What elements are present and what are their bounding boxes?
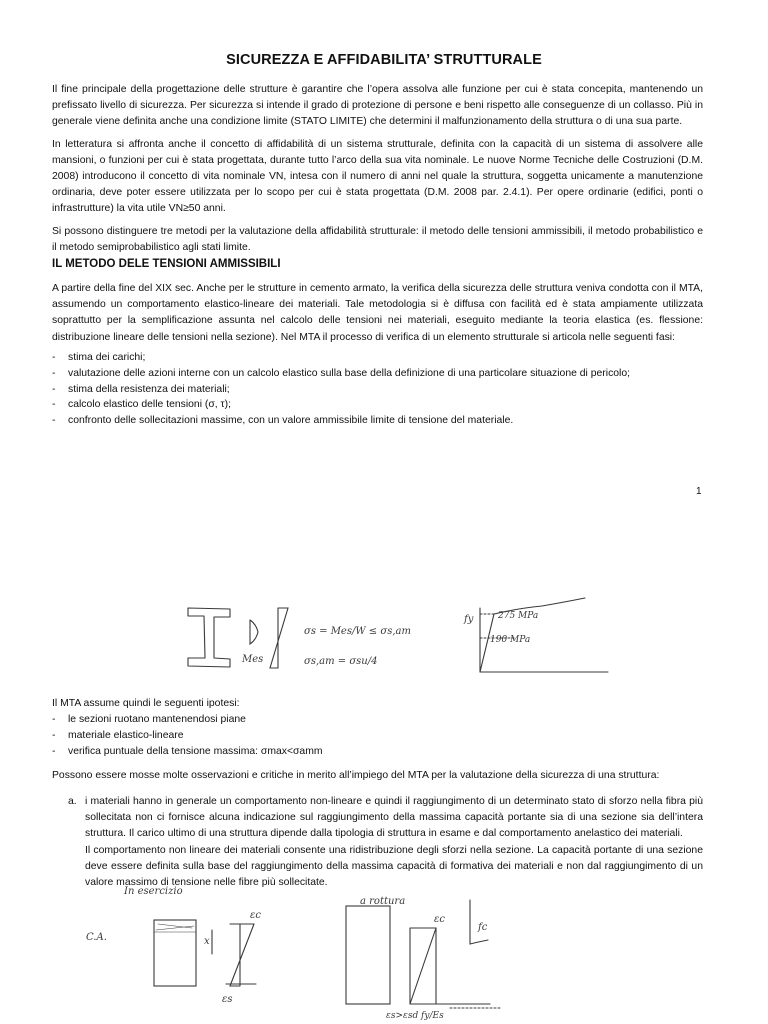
section-rectangle-rottura xyxy=(346,906,390,1004)
label-esercizio: In esercizio xyxy=(124,886,183,897)
section-rectangle-esercizio xyxy=(154,920,196,986)
phases-list xyxy=(52,350,703,429)
strain-diagram-esercizio xyxy=(226,924,256,986)
section-paragraph: A partire della fine del XIX sec. Anche per le strutture in cemento armato, la verifica della sicurezza delle struttura veniva condotta con il MTA, assumendo un comportamento elastico-lineare dei materiali. Tale metodologia si è diffusa con facilità ed è stata ampiamente utilizzata soprattutto per la semplificazione assunta nel calcolo delle tensioni nei materiali, eseguito mediante la teoria elastica (es. flessione: distribuzione lineare delle tensioni nella sezione). Nel MTA il processo di verifica di un elemento strutturale si articola nelle seguenti fasi: xyxy=(52,283,703,343)
formula-2: σs,am = σsu/4 xyxy=(304,656,378,667)
point-a-paragraph-1: i materiali hanno in generale un comportamento non-lineare e quindi il raggiungimento di un determinato stato di sforzo nella fibra più sollecitata non ci fornisce alcuna indicazione sul raggiungimento della massima capacità portante sia di una sezione sia dell’intera struttura. Il carico ultimo di una struttura dipende dalla tipologia di struttura in esame e dal comportamento anelastico dei materiali. xyxy=(85,796,703,840)
page-number: 1 xyxy=(696,486,702,497)
label-ec-1: εc xyxy=(250,910,261,921)
label-ca: C.A. xyxy=(86,932,107,943)
strain-diagram-rottura xyxy=(410,928,490,1004)
list-item: - materiale elastico-lineare xyxy=(52,728,703,744)
section-heading: IL METODO DELE TENSIONI AMMISSIBILI xyxy=(52,258,281,270)
label-fy: fy xyxy=(464,614,474,625)
ca-section-sketch xyxy=(80,884,540,1024)
label-275: 275 MPa xyxy=(498,611,539,621)
point-a-marker: a. xyxy=(68,796,77,807)
intro-paragraph-3: Si possono distinguere tre metodi per la valutazione della affidabilità strutturale: il metodo delle tensioni ammissibili, il metodo probabilistico e il metodo semiprobabilistico agli stati limite. xyxy=(52,225,703,253)
list-item: - stima dei carichi; xyxy=(52,350,703,366)
hypotheses-list xyxy=(52,712,703,759)
intro-paragraph-2: In letteratura si affronta anche il concetto di affidabilità di un sistema strutturale, definita con la capacità di un sistema di assolvere alle mansioni, o funzioni per cui è stata progettata, durante tutto l’arco della sua vita nominale. Le nuove Norme Tecniche delle Costruzioni (D.M. 2008) introducono il concetto di vita nominale VN, intesa con il numero di anni nel quale la struttura, soggetta unicamente a manutenzione ordinaria, deve poter essere utilizzata per lo scopo per cui è stata progettata (D.M. 2008 par. 2.4.1). Per opere ordinarie (edifici, ponti o infrastrutture) la vita utile VN≥50 anni. xyxy=(52,138,703,215)
list-item: - le sezioni ruotano mantenendosi piane xyxy=(52,712,703,728)
formula-1: σs = Mes/W ≤ σs,am xyxy=(304,626,411,637)
list-item: - calcolo elastico delle tensioni (σ, τ); xyxy=(52,397,703,413)
page-title: SICUREZZA E AFFIDABILITA’ STRUTTURALE xyxy=(226,52,542,68)
label-ec-2: εc xyxy=(434,914,445,925)
hypotheses-intro: Il MTA assume quindi le seguenti ipotesi: xyxy=(52,698,240,709)
stress-diagram-drawing xyxy=(270,608,288,668)
label-bottom: εs>εsd fy/Es xyxy=(386,1011,444,1021)
list-item: - verifica puntuale della tensione massima: σmax<σamm xyxy=(52,744,703,760)
intro-paragraph-1: Il fine principale della progettazione delle strutture è garantire che l’opera assolva alle funzione per cui è stata concepita, mantenendo un prefissato livello di sicurezza. Per sicurezza si intende il grado di protezione di persone e beni rispetto alle conseguenze di un collasso. Più in generale viene definita anche una condizione limite (STATO LIMITE) che determini il malfunzionamento della struttura o di una sua parte. xyxy=(52,84,703,128)
i-beam-drawing xyxy=(188,608,230,667)
point-a-paragraph-2: Il comportamento non lineare dei materiali consente una ridistribuzione degli sforzi nella sezione. La capacità portante di una sezione deve essere definita sulla base del raggiungimento della massima capacità di formativa dei materiali e non dal raggiungimento di un valore massimo di tensione nelle fibre più sollecitate. xyxy=(85,844,703,889)
list-item: - confronto delle sollecitazioni massime, con un valore ammissibile limite di tensione del materiale. xyxy=(52,413,703,429)
critique-intro: Possono essere mosse molte osservazioni e critiche in merito all’impiego del MTA per la valutazione della sicurezza di una struttura: xyxy=(52,770,660,781)
label-es: εs xyxy=(222,994,233,1005)
point-a xyxy=(52,794,703,891)
label-x: x xyxy=(204,936,210,947)
moment-arrow-drawing xyxy=(250,620,258,644)
label-mes: Mes xyxy=(242,654,264,665)
mta-sketch xyxy=(180,596,610,696)
label-190: 190 MPa xyxy=(490,635,531,645)
list-item: - valutazione delle azioni interne con un calcolo elastico sulla base della definizione di una particolare situazione di pericolo; xyxy=(52,366,703,382)
label-fc: fc xyxy=(478,922,488,933)
list-item: - stima della resistenza dei materiali; xyxy=(52,382,703,398)
intro-text xyxy=(52,82,703,262)
label-rottura: a rottura xyxy=(360,896,406,907)
